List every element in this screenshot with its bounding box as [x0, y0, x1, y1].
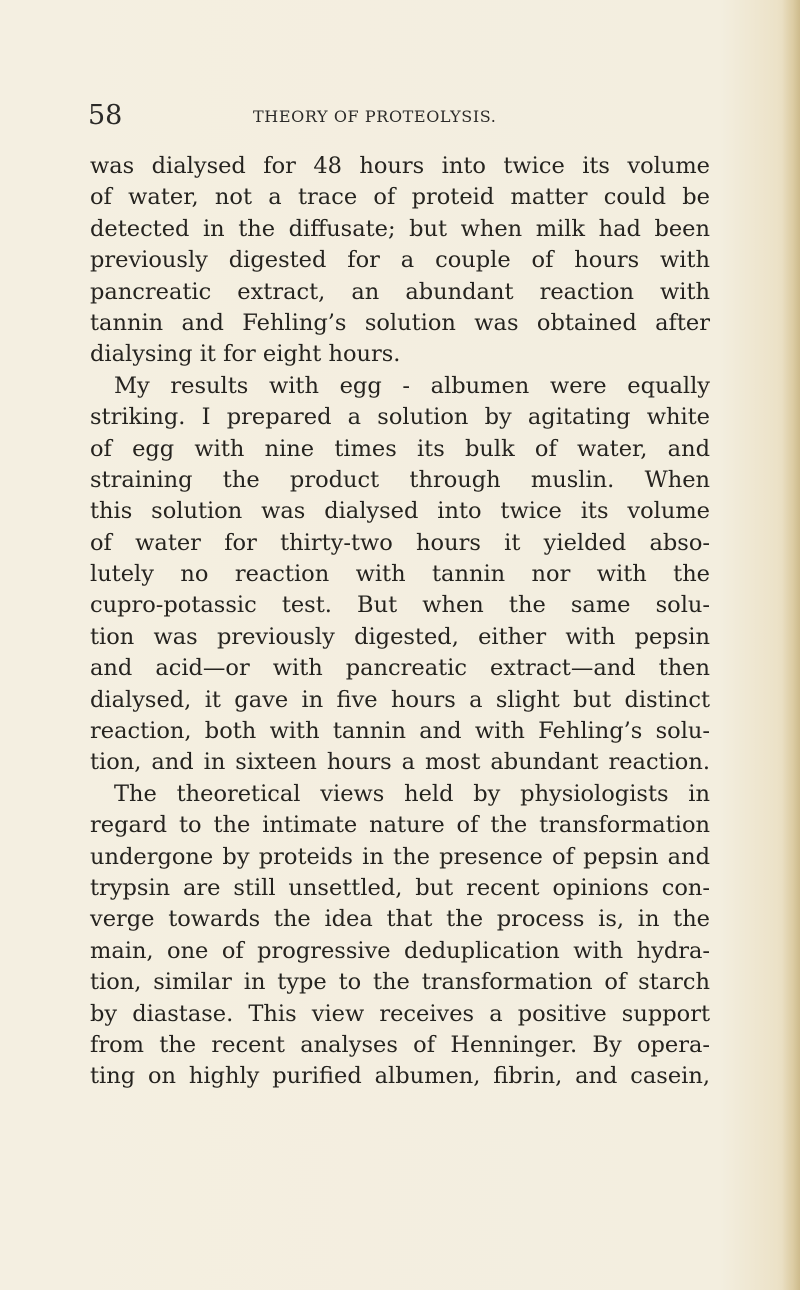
text-line: regard to the intimate nature of the transformation — [90, 812, 710, 839]
text-line: dialysed, it gave in five hours a slight but distinct — [90, 686, 710, 713]
text-line: tion was previously digested, either with pepsin — [90, 623, 710, 650]
text-line: was dialysed for 48 hours into twice its volume — [90, 153, 710, 179]
text-line: by diastase. This view receives a positive support — [90, 1000, 710, 1027]
text-line: pancreatic extract, an abundant reaction with — [90, 278, 710, 305]
text-line: of egg with nine times its bulk of water, and — [90, 435, 710, 462]
text-line: ting on highly purified albumen, fibrin, and casein, — [90, 1063, 710, 1090]
text-line: this solution was dialysed into twice its volume — [90, 498, 710, 525]
text-line: detected in the diffusate; but when milk had been — [90, 215, 710, 242]
text-line: cupro-potassic test. But when the same solu- — [90, 592, 710, 619]
text-line: trypsin are still unsettled, but recent opinions con- — [90, 874, 710, 901]
text-line: tion, similar in type to the transformation of starch — [90, 969, 710, 996]
text-line: tion, and in sixteen hours a most abundant reaction. — [90, 749, 710, 776]
text-line: reaction, both with tannin and with Fehling’s solu- — [90, 718, 710, 745]
paragraph-start-line: The theoretical views held by physiologists in — [114, 780, 710, 807]
text-line: undergone by proteids in the presence of pepsin and — [90, 843, 710, 870]
text-line: and acid—or with pancreatic extract—and then — [90, 655, 710, 682]
text-line: lutely no reaction with tannin nor with the — [90, 561, 710, 588]
text-line: from the recent analyses of Henninger. By opera- — [90, 1031, 710, 1058]
running-head: THEORY OF PROTEOLYSIS. — [253, 107, 497, 126]
page-header — [88, 98, 708, 134]
page-edge-shadow — [782, 0, 800, 1290]
text-line: of water, not a trace of proteid matter could be — [90, 184, 710, 211]
page-number: 58 — [88, 100, 123, 131]
text-line: tannin and Fehling’s solution was obtained after — [90, 309, 710, 336]
text-line: previously digested for a couple of hours with — [90, 247, 710, 274]
text-line: verge towards the idea that the process is, in the — [90, 906, 710, 933]
text-line: dialysing it for eight hours. — [90, 341, 401, 368]
paragraph-start-line: My results with egg - albumen were equally — [114, 372, 710, 399]
text-line: of water for thirty-two hours it yielded abso- — [90, 529, 710, 556]
text-line: striking. I prepared a solution by agitating white — [90, 404, 710, 431]
text-line: straining the product through muslin. When — [90, 466, 710, 493]
text-line: main, one of progressive deduplication with hydra- — [90, 937, 710, 964]
body-text — [90, 151, 710, 1093]
